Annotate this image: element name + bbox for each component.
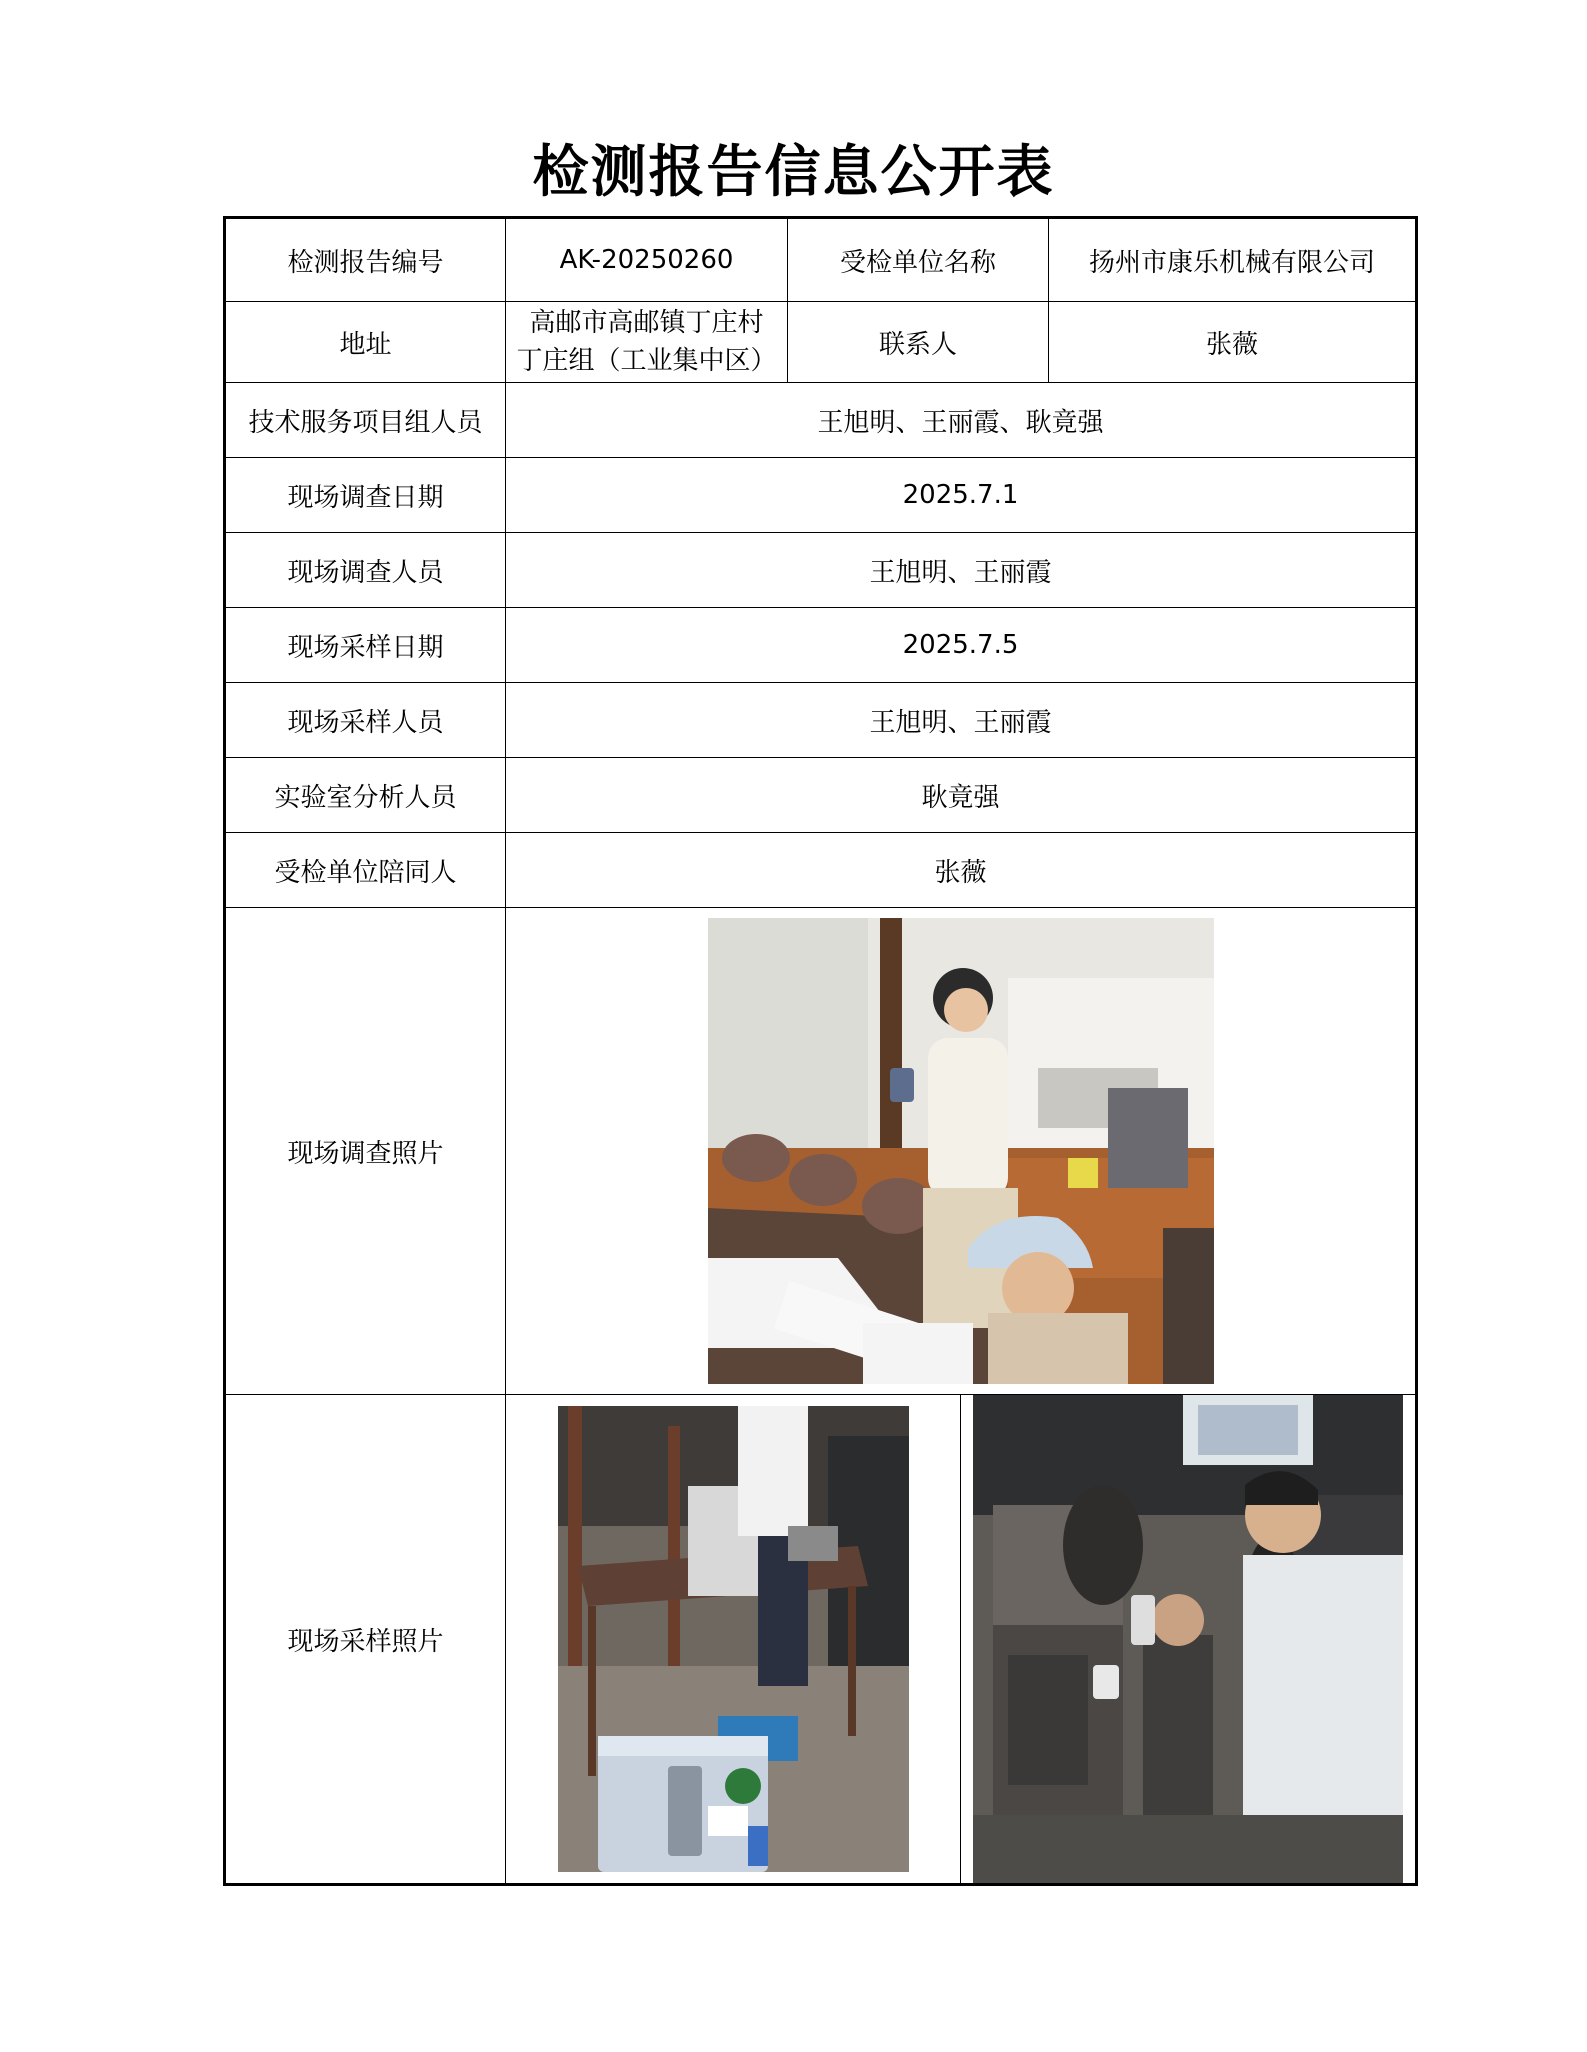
sampling-staff-value: 王旭明、王丽霞 [506, 683, 1417, 758]
label-project-team: 技术服务项目组人员 [225, 383, 506, 458]
survey-staff-value: 王旭明、王丽霞 [506, 533, 1417, 608]
project-team-value: 王旭明、王丽霞、耿竟强 [506, 383, 1417, 458]
label-accompanying-person: 受检单位陪同人 [225, 833, 506, 908]
report-number-value: AK-20250260 [506, 218, 788, 302]
accompanying-person-value: 张薇 [506, 833, 1417, 908]
survey-photo-cell [506, 908, 1417, 1395]
table-row [225, 1395, 1417, 1885]
sampling-photo-right-cell [960, 1395, 1415, 1883]
label-report-number: 检测报告编号 [225, 218, 506, 302]
table-row [225, 458, 1417, 533]
sampling-photo-right [973, 1395, 1403, 1883]
address-line-1: 高邮市高邮镇丁庄村 [529, 308, 764, 338]
sampling-photo-left [558, 1406, 909, 1872]
label-survey-staff: 现场调查人员 [225, 533, 506, 608]
label-sampling-photo: 现场采样照片 [225, 1395, 506, 1885]
label-survey-photo: 现场调查照片 [225, 908, 506, 1395]
report-info-table [223, 216, 1418, 1886]
sampling-photo-left-cell [506, 1395, 960, 1883]
unit-name-value: 扬州市康乐机械有限公司 [1049, 218, 1417, 302]
table-row [225, 908, 1417, 1395]
table-row [225, 302, 1417, 383]
page-title: 检测报告信息公开表 [532, 140, 1055, 205]
sampling-photo-cell [506, 1395, 1417, 1885]
lab-analyst-value: 耿竟强 [506, 758, 1417, 833]
label-lab-analyst: 实验室分析人员 [225, 758, 506, 833]
table-row [225, 383, 1417, 458]
table-row [225, 833, 1417, 908]
label-sampling-date: 现场采样日期 [225, 608, 506, 683]
table-row [225, 533, 1417, 608]
table-row [225, 608, 1417, 683]
label-contact: 联系人 [788, 302, 1049, 383]
label-address: 地址 [225, 302, 506, 383]
label-sampling-staff: 现场采样人员 [225, 683, 506, 758]
survey-date-value: 2025.7.1 [506, 458, 1417, 533]
label-survey-date: 现场调查日期 [225, 458, 506, 533]
sampling-date-value: 2025.7.5 [506, 608, 1417, 683]
label-unit-name: 受检单位名称 [788, 218, 1049, 302]
survey-photo [708, 918, 1214, 1384]
address-line-2: 丁庄组（工业集中区） [516, 346, 777, 376]
contact-value: 张薇 [1049, 302, 1417, 383]
table-row [225, 683, 1417, 758]
table-row [225, 758, 1417, 833]
address-value [506, 302, 788, 383]
table-row [225, 218, 1417, 302]
